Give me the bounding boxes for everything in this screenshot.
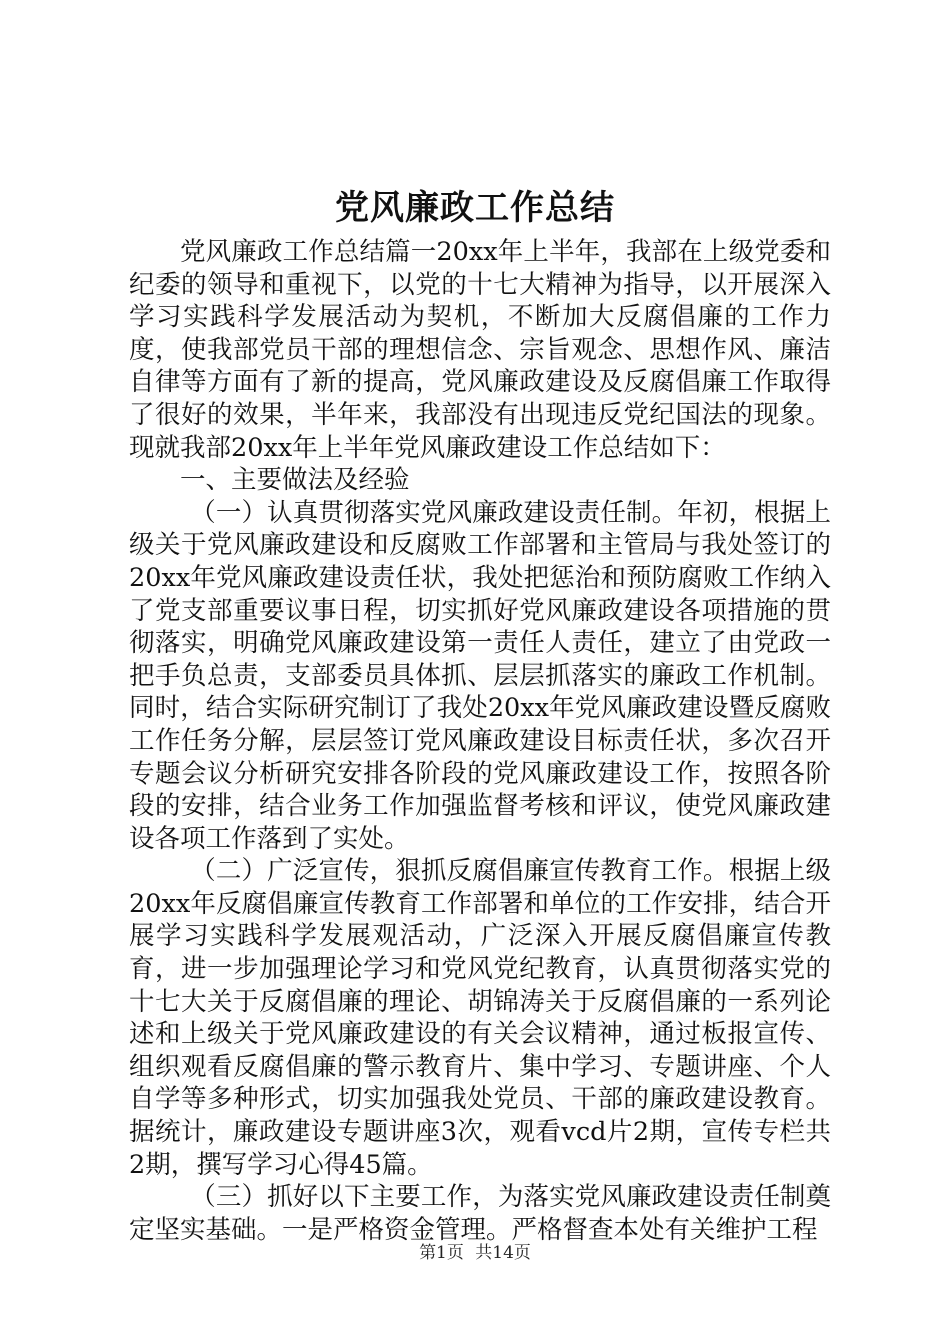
document-body bbox=[129, 236, 831, 1246]
page-total: 共14页 bbox=[475, 1243, 531, 1263]
paragraph-item-1: （一）认真贯彻落实党风廉政建设责任制。年初，根据上级关于党风廉政建设和反腐败工作部署和主管局与我处签订的20xx年党风廉政建设责任状，我处把惩治和预防腐败工作纳入了党支部重要议事日程，切实抓好党风廉政建设各项措施的贯彻落实，明确党风廉政建设第一责任人责任，建立了由党政一把手负总责，支部委员具体抓、层层抓落实的廉政工作机制。同时，结合实际研究制订了我处20xx年党风廉政建设暨反腐败工作任务分解，层层签订党风廉政建设目标责任状，多次召开专题会议分析研究安排各阶段的党风廉政建设工作，按照各阶段的安排，结合业务工作加强监督考核和评议，使党风廉政建设各项工作落到了实处。 bbox=[129, 497, 831, 854]
paragraph-item-3: （三）抓好以下主要工作，为落实党风廉政建设责任制奠定坚实基础。一是严格资金管理。严格督查本处有关维护工程 bbox=[129, 1182, 831, 1245]
page-number: 第1页 bbox=[419, 1243, 464, 1263]
section-heading-main-practices: 一、主要做法及经验 bbox=[180, 465, 410, 496]
paragraph-item-2: （二）广泛宣传，狠抓反腐倡廉宣传教育工作。根据上级20xx年反腐倡廉宣传教育工作部署和单位的工作安排，结合开展学习实践科学发展观活动，广泛深入开展反腐倡廉宣传教育，进一步加强理论学习和党风党纪教育，认真贯彻落实党的十七大关于反腐倡廉的理论、胡锦涛关于反腐倡廉的一系列论述和上级关于党风廉政建设的有关会议精神，通过板报宣传、组织观看反腐倡廉的警示教育片、集中学习、专题讲座、个人自学等多种形式，切实加强我处党员、干部的廉政建设教育。据统计，廉政建设专题讲座3次，观看vcd片2期，宣传专栏共2期，撰写学习心得45篇。 bbox=[129, 856, 831, 1180]
document-title: 党风廉政工作总结 bbox=[335, 188, 615, 228]
page-footer bbox=[0, 1242, 950, 1264]
paragraph-intro: 党风廉政工作总结篇一20xx年上半年，我部在上级党委和纪委的领导和重视下，以党的十七大精神为指导，以开展深入学习实践科学发展活动为契机，不断加大反腐倡廉的工作力度，使我部党员干部的理想信念、宗旨观念、思想作风、廉洁自律等方面有了新的提高，党风廉政建设及反腐倡廉工作取得了很好的效果，半年来，我部没有出现违反党纪国法的现象。现就我部20xx年上半年党风廉政建设工作总结如下： bbox=[129, 237, 831, 463]
